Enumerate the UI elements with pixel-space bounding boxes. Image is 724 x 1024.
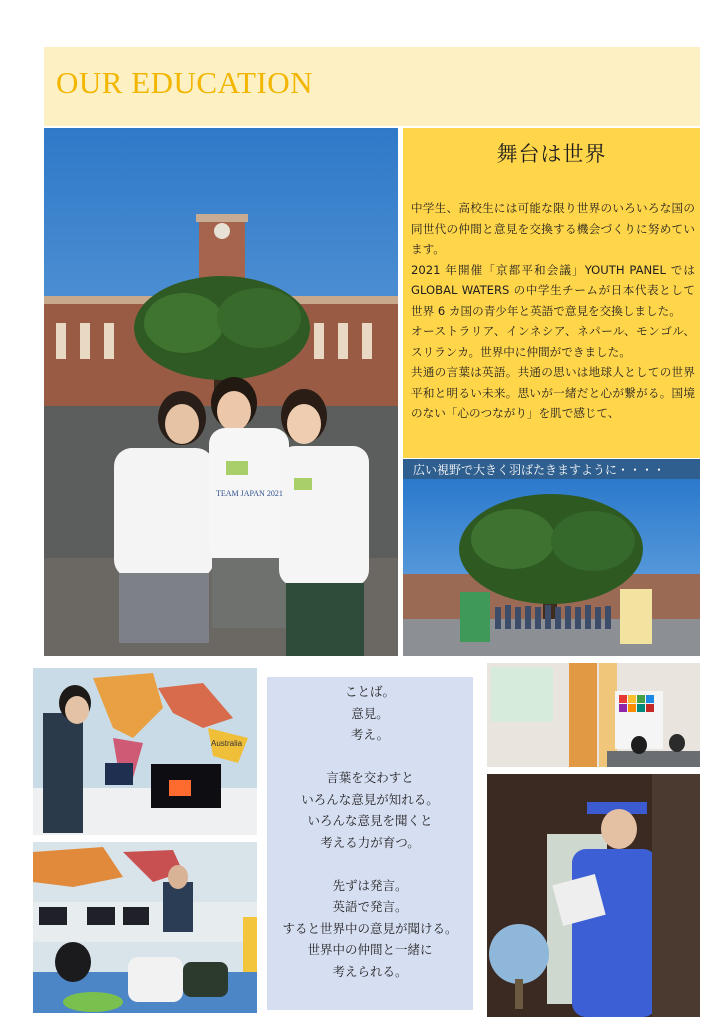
conference-photo-image — [487, 663, 700, 767]
poem-line: 考え。 — [350, 727, 390, 742]
speaker-photo — [487, 774, 700, 1017]
group-tree-photo-image — [403, 479, 700, 656]
panel-paragraph: オーストラリア、インネシア、ネパール、モンゴル、スリランカ。世界中に仲間ができました。 — [411, 324, 695, 359]
poem-line — [267, 853, 473, 875]
conference-photo — [487, 663, 700, 767]
poem-line — [267, 746, 473, 768]
poem-line: 意見。 — [351, 705, 389, 721]
classroom-photo-1-image — [33, 668, 257, 835]
world-stage-panel — [403, 128, 700, 458]
students-photo — [44, 128, 398, 656]
classroom-photo-2 — [33, 842, 257, 1013]
caption-bar — [403, 459, 700, 479]
classroom-map-label: Australia — [211, 739, 243, 748]
poem-line: いろんな意見を聞くと — [307, 813, 433, 828]
page-header — [44, 47, 700, 126]
poem-line: 世界中の仲間と一緒に — [307, 942, 433, 957]
classroom-photo-2-image — [33, 842, 257, 1013]
students-shirt-text: TEAM JAPAN 2021 — [216, 489, 283, 498]
page-title: OUR EDUCATION — [56, 65, 314, 100]
poem-line: 言葉を交わすと — [326, 770, 414, 785]
poem-line: ことば。 — [344, 684, 395, 699]
panel-paragraph: 2021 年開催「京都平和会議」YOUTH PANEL ではGLOBAL WATERS の中学生チームが日本代表として世界 6 カ国の青少年と英語で意見を交換しました。 — [411, 262, 695, 318]
panel-paragraph: 中学生、高校生には可能な限り世界のいろいろな国の同世代の仲間と意見を交換する機会づくりに努めています。 — [411, 201, 695, 256]
panel-paragraph: 共通の言葉は英語。共通の思いは地球人としての世界平和と明るい未来。思いが一緒だと心が繋がる。国境のない「心のつながり」を肌で感じて、 — [411, 365, 695, 420]
poem-line: 考える力が育つ。 — [320, 834, 420, 850]
panel-body — [411, 198, 695, 424]
poem-line: すると世界中の意見が聞ける。 — [282, 920, 458, 936]
poem-line: 先ずは発言。 — [332, 877, 408, 893]
poem-box — [267, 677, 473, 1010]
panel-heading: 舞台は世界 — [496, 142, 607, 166]
group-tree-photo — [403, 479, 700, 656]
poem-line: 考えられる。 — [332, 963, 408, 979]
poem-line: 英語で発言。 — [332, 899, 408, 914]
classroom-photo-1 — [33, 668, 257, 835]
caption-text: 広い視野で大きく羽ばたきますように・・・・ — [413, 463, 666, 477]
students-photo-image — [44, 128, 398, 656]
speaker-photo-image — [487, 774, 700, 1017]
poem-line: いろんな意見が知れる。 — [301, 791, 439, 807]
poem-lines — [267, 677, 473, 982]
